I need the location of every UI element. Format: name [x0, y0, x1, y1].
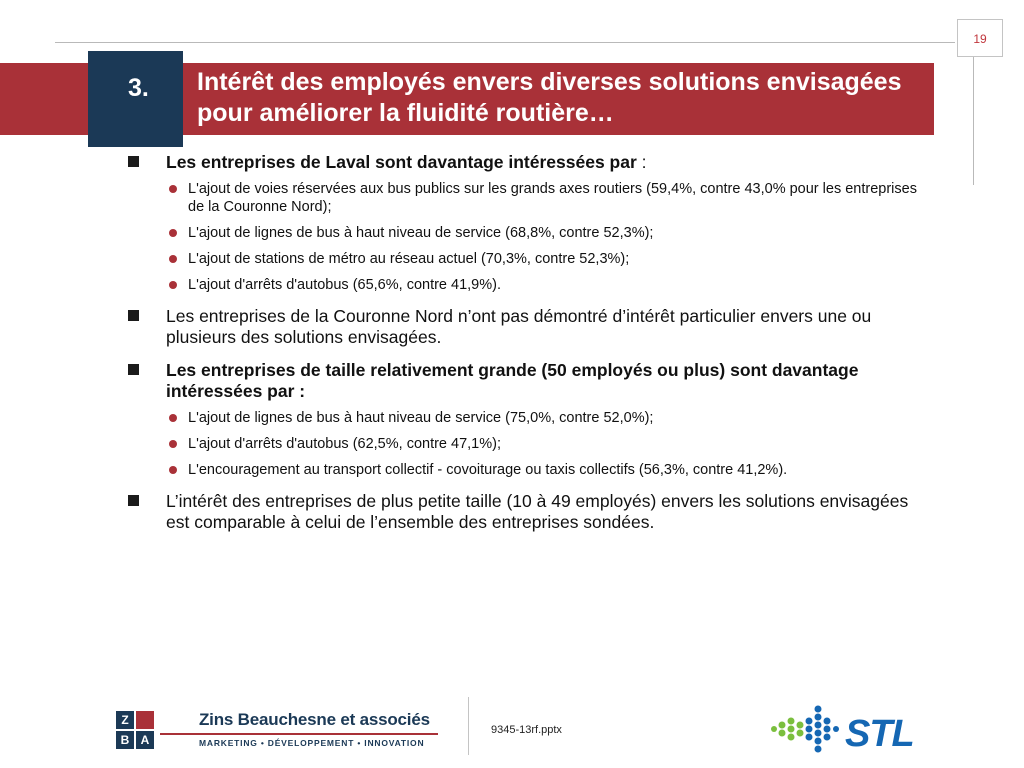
zins-tagline: MARKETING • DÉVELOPPEMENT • INNOVATION — [199, 738, 425, 748]
list-item: L'ajout d'arrêts d'autobus (62,5%, contre 47,1%); — [166, 435, 928, 453]
bullet-trail: : — [636, 152, 647, 172]
list-item: L'ajout de stations de métro au réseau actuel (70,3%, contre 52,3%); — [166, 250, 928, 268]
square-bullet-icon — [128, 310, 139, 321]
list-item: L'ajout de lignes de bus à haut niveau de service (68,8%, contre 52,3%); — [166, 224, 928, 242]
zba-letter-b: B — [116, 731, 134, 749]
page-number: 19 — [957, 19, 1003, 57]
sub-list — [166, 180, 928, 294]
footer-divider — [468, 697, 469, 755]
zba-red-square — [136, 711, 154, 729]
zins-company-name: Zins Beauchesne et associés — [199, 710, 430, 729]
sub-list — [166, 409, 928, 479]
list-item: L'ajout de lignes de bus à haut niveau de service (75,0%, contre 52,0%); — [166, 409, 928, 427]
dot-bullet-icon — [169, 229, 177, 237]
dot-bullet-icon — [169, 281, 177, 289]
zins-divider — [160, 733, 438, 735]
zba-logo — [116, 711, 156, 751]
list-item: L'encouragement au transport collectif - covoiturage ou taxis collectifs (56,3%, contre 41,2%). — [166, 461, 928, 479]
square-bullet-icon — [128, 495, 139, 506]
bullet-lead: Les entreprises de Laval sont davantage intéressées par — [166, 152, 637, 172]
stl-dots-icon — [771, 706, 839, 753]
right-divider — [973, 57, 974, 185]
bullet-large-companies — [128, 360, 928, 479]
bullet-text: L’intérêt des entreprises de plus petite taille (10 à 49 employés) envers les solutions envisagées est comparable à celui de l’ensemble des entreprises sondées. — [166, 491, 909, 532]
square-bullet-icon — [128, 364, 139, 375]
zba-letter-z: Z — [116, 711, 134, 729]
file-name: 9345-13rf.pptx — [491, 724, 562, 736]
bullet-couronne-nord — [128, 306, 928, 348]
bullet-text: Les entreprises de la Couronne Nord n’ont pas démontré d’intérêt particulier envers une ou plusieurs des solutions envisagées. — [166, 306, 872, 347]
dot-bullet-icon — [169, 466, 177, 474]
bullet-small-companies — [128, 491, 928, 533]
bullet-lead: Les entreprises de taille relativement grande (50 employés ou plus) sont davantage intéressées par : — [166, 360, 859, 401]
bullet-laval — [128, 152, 928, 294]
dot-bullet-icon — [169, 255, 177, 263]
slide-content — [128, 152, 928, 533]
list-item: L'ajout d'arrêts d'autobus (65,6%, contre 41,9%). — [166, 276, 928, 294]
top-divider — [55, 42, 955, 43]
list-item: L'ajout de voies réservées aux bus publics sur les grands axes routiers (59,4%, contre 43,0% pour les entreprises de la Couronne Nord); — [166, 180, 928, 216]
section-number: 3. — [88, 51, 183, 147]
dot-bullet-icon — [169, 185, 177, 193]
slide-title: Intérêt des employés envers diverses solutions envisagées pour améliorer la fluidité routière… — [197, 68, 902, 127]
stl-wordmark: STL — [845, 713, 914, 755]
square-bullet-icon — [128, 156, 139, 167]
dot-bullet-icon — [169, 414, 177, 422]
dot-bullet-icon — [169, 440, 177, 448]
zba-letter-a: A — [136, 731, 154, 749]
